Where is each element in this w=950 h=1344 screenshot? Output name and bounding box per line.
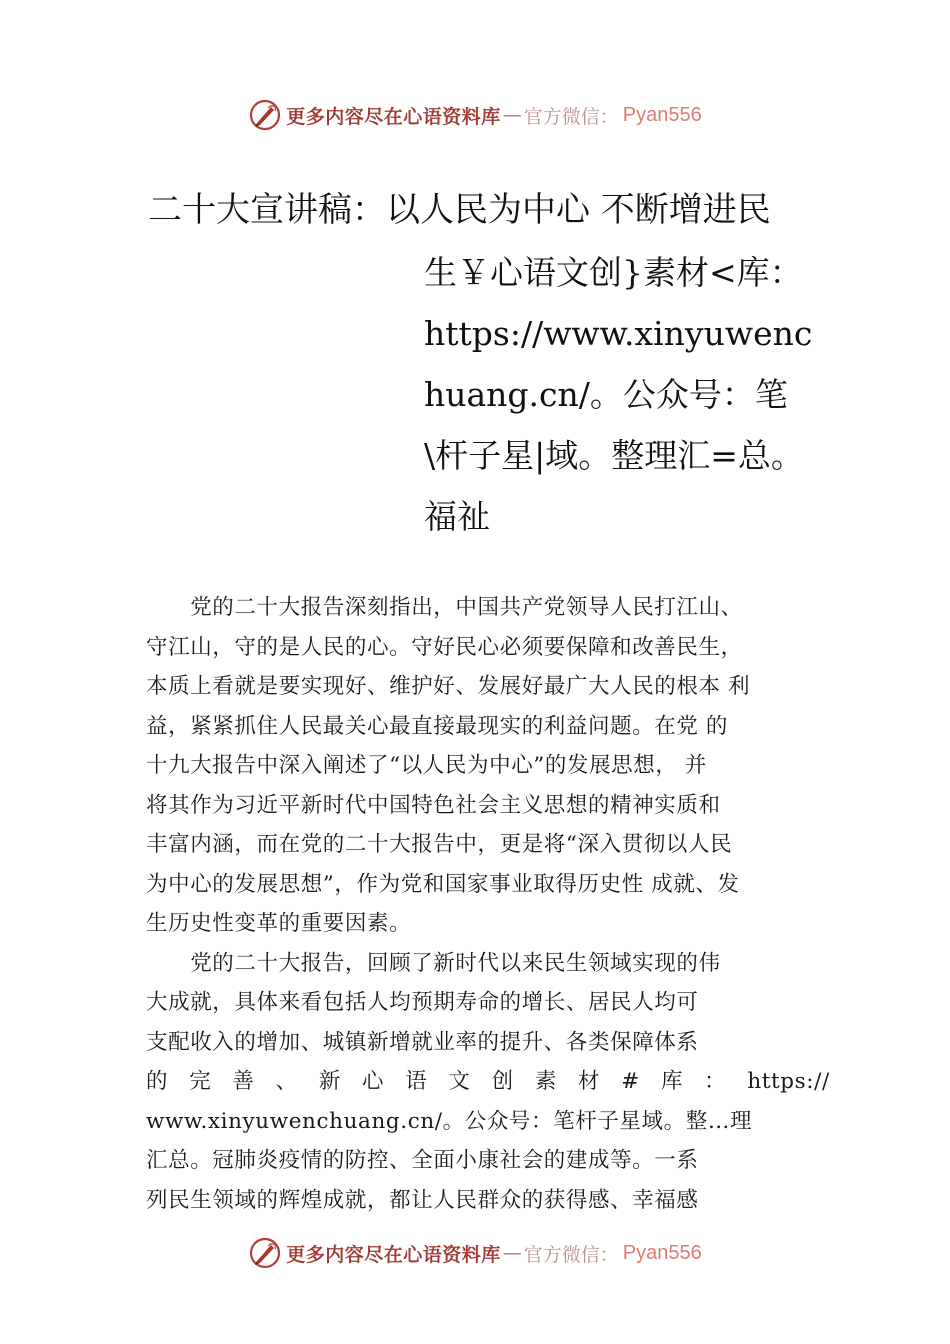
title-line: 生￥心语文创}素材<库： [424,253,803,292]
pen-logo-icon [248,98,282,132]
banner-brand: 更多内容尽在心语资料库 [286,1243,501,1266]
justified-token: 的 [146,1069,169,1094]
title-line: 福祉 [424,497,490,536]
document-title: 二十大宣讲稿：以人民为中心 不断增进民 [148,190,771,230]
body-line: 守江山，守的是人民的心。守好民心必须要保障和改善民生， [146,634,743,660]
justified-token: 新 [318,1069,341,1094]
pen-logo-icon [248,1236,282,1270]
body-line: 支配收入的增加、城镇新增就业率的提升、各类保障体系 [146,1029,699,1055]
justified-token: 善 [232,1069,255,1094]
justified-token: 文 [448,1069,471,1094]
footer-banner [0,1233,950,1273]
justified-token: 材 [578,1069,601,1094]
banner-brand: 更多内容尽在心语资料库 [286,105,501,128]
justified-token: 心 [362,1069,385,1094]
body-line: 十九大报告中深入阐述了“以人民为中心”的发展思想， 并 [146,753,708,778]
header-banner [0,95,950,135]
title-line: \杆子星|域。整理汇=总。 [424,436,804,475]
justified-token: 语 [405,1069,428,1094]
body-line: 党的二十大报告，回顾了新时代以来民生领域实现的伟 [146,950,721,976]
title-continuation [424,242,824,547]
body-line: 生历史性变革的重要因素。 [146,911,412,936]
body-line: 党的二十大报告深刻指出，中国共产党领导人民打江山、 [146,595,743,620]
body-line: 将其作为习近平新时代中国特色社会主义思想的精神实质和 [146,792,721,818]
body-line: www.xinyuwenchuang.cn/。公众号：笔杆子星域。整…理 [146,1108,753,1134]
banner-dash: — [502,1242,522,1264]
body-line: 列民生领域的辉煌成就，都让人民群众的获得感、幸福感 [146,1187,699,1213]
body-text [146,588,830,1220]
body-line: 汇总。冠肺炎疫情的防控、全面小康社会的建成等。一系 [146,1148,699,1173]
justified-token: 完 [189,1069,212,1094]
title-line: https://www.xinyuwenc [424,314,813,353]
justified-token: ： [704,1069,727,1094]
banner-dash: — [502,104,522,126]
justified-token: 库 [660,1069,684,1094]
banner-wechat-label: 官方微信： [523,1243,619,1266]
body-line: 为中心的发展思想”，作为党和国家事业取得历史性 成就、发 [146,871,740,897]
body-line: 益，紧紧抓住人民最关心最直接最现实的利益问题。在党 的 [146,713,729,739]
body-line: 本质上看就是要实现好、维护好、发展好最广大人民的根本 利 [146,674,751,699]
justified-token: 创 [491,1069,514,1094]
banner-wechat-id: Pyan556 [622,1241,702,1264]
body-line: 大成就，具体来看包括人均预期寿命的增长、居民人均可 [146,990,699,1015]
banner-wechat-label: 官方微信： [523,105,619,128]
justified-token: 素 [534,1069,557,1094]
body-line: 丰富内涵，而在党的二十大报告中，更是将“深入贯彻以人民 [146,832,733,857]
justified-token: https:// [747,1069,830,1094]
justified-token: 、 [275,1069,298,1094]
banner-wechat-id: Pyan556 [622,103,702,126]
justified-token: # [621,1069,640,1094]
title-line: huang.cn/。公众号：笔 [424,375,788,414]
body-line-justified [146,1062,830,1102]
